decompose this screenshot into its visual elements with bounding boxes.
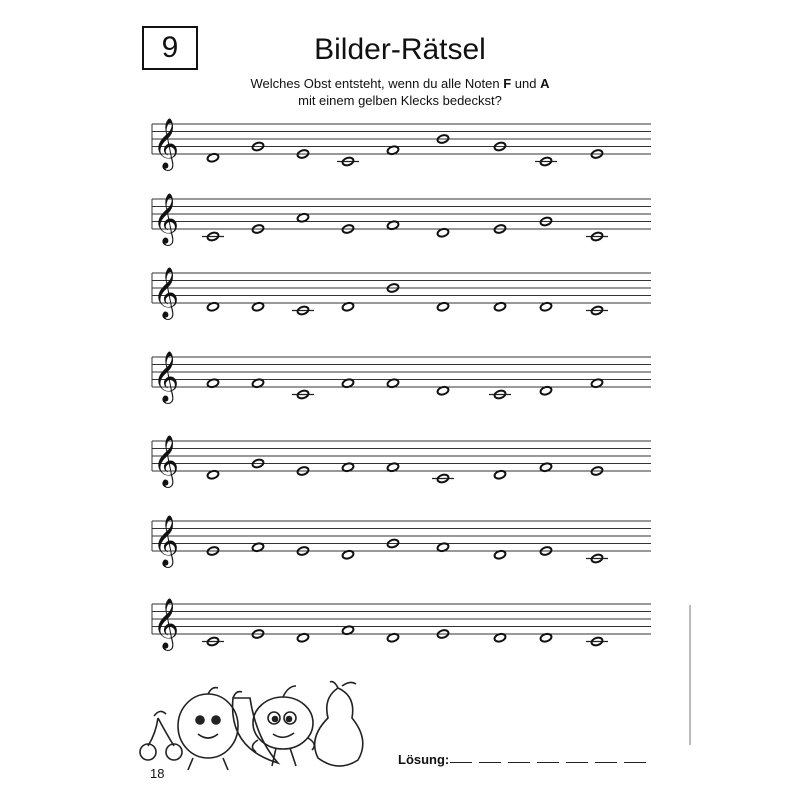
staff <box>152 598 651 651</box>
solution-blank[interactable] <box>537 762 559 763</box>
solution-blank[interactable] <box>566 762 588 763</box>
staff <box>152 267 651 320</box>
page-number: 18 <box>150 766 165 781</box>
treble-clef-icon: 𝄞 <box>153 515 180 566</box>
note-a-label: A <box>540 76 550 91</box>
staff <box>152 515 651 568</box>
staff <box>152 435 651 488</box>
solution-label: Lösung: <box>398 752 450 767</box>
treble-clef-icon: 𝄞 <box>153 598 180 649</box>
solution-blank[interactable] <box>508 762 530 763</box>
treble-clef-icon: 𝄞 <box>153 351 180 402</box>
treble-clef-icon: 𝄞 <box>153 435 180 486</box>
instruction-line1: Welches Obst entsteht, wenn du alle Noten <box>250 76 504 91</box>
treble-clef-icon: 𝄞 <box>153 267 180 318</box>
treble-clef-icon: 𝄞 <box>153 193 180 244</box>
solution-blank[interactable] <box>624 762 646 763</box>
page-title: Bilder-Rätsel <box>314 33 486 66</box>
solution-blank[interactable] <box>450 762 472 763</box>
exercise-number: 9 <box>161 31 179 64</box>
treble-clef-icon: 𝄞 <box>153 118 180 169</box>
staff <box>152 351 651 404</box>
solution-blank[interactable] <box>595 762 617 763</box>
solution-blank[interactable] <box>479 762 501 763</box>
instruction-connector: und <box>511 76 541 91</box>
instruction-line2: mit einem gelben Klecks bedeckst? <box>298 93 502 108</box>
staff <box>152 193 651 246</box>
staff <box>152 118 651 171</box>
note-f-label: F <box>503 76 512 91</box>
fruit-characters-icon <box>138 678 378 773</box>
page-edge-line <box>689 605 691 745</box>
